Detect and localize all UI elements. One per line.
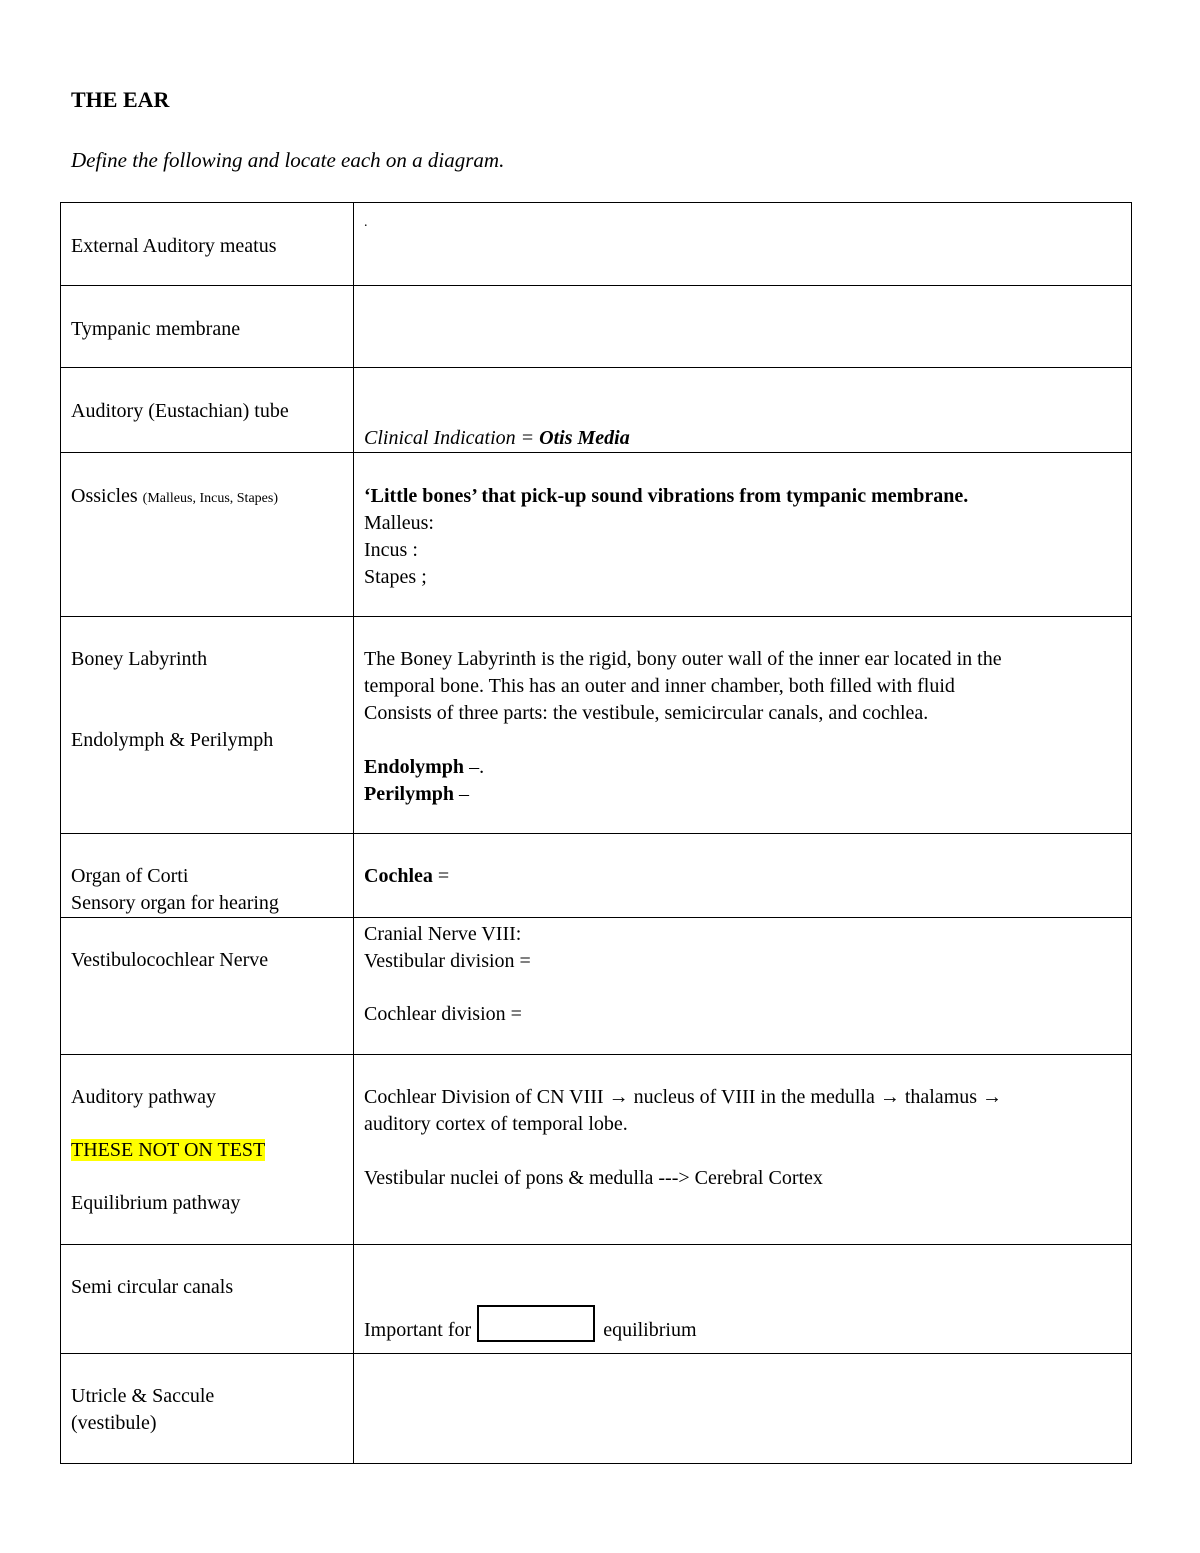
cranial-nerve-line: Cranial Nerve VIII: bbox=[364, 923, 522, 945]
ossicles-heading: ‘Little bones’ that pick-up sound vibrations from tympanic membrane. bbox=[364, 485, 969, 507]
term-tympanic-membrane: Tympanic membrane bbox=[71, 318, 241, 340]
term-equilibrium-pathway: Equilibrium pathway bbox=[71, 1192, 241, 1214]
table-row bbox=[61, 834, 1132, 918]
term-semicircular-canals: Semi circular canals bbox=[71, 1276, 234, 1298]
definition-cell[interactable] bbox=[354, 918, 1132, 1055]
term-cell bbox=[61, 1354, 354, 1464]
ossicle-incus: Incus : bbox=[364, 539, 418, 561]
cochlea-label: Cochlea bbox=[364, 865, 433, 887]
endolymph-entry bbox=[364, 754, 1131, 781]
ossicle-malleus: Malleus: bbox=[364, 512, 434, 534]
definition-cell[interactable] bbox=[354, 453, 1132, 617]
term-organ-of-corti: Organ of Corti bbox=[71, 865, 189, 887]
table-row bbox=[61, 286, 1132, 368]
clinical-indication-label: Clinical Indication = bbox=[364, 427, 535, 449]
table-row bbox=[61, 1245, 1132, 1354]
auditory-pathway-line: auditory cortex of temporal lobe. bbox=[364, 1113, 628, 1135]
endolymph-rest: –. bbox=[464, 756, 485, 778]
perilymph-label: Perilymph bbox=[364, 783, 454, 805]
term-cell bbox=[61, 918, 354, 1055]
definition-cell[interactable] bbox=[354, 1354, 1132, 1464]
table-row bbox=[61, 453, 1132, 617]
term-cell bbox=[61, 617, 354, 834]
term-auditory-pathway: Auditory pathway bbox=[71, 1086, 216, 1108]
page-title: THE EAR bbox=[71, 87, 170, 112]
term-vestibulocochlear-nerve: Vestibulocochlear Nerve bbox=[71, 949, 269, 971]
terms-table bbox=[60, 202, 1132, 1464]
term-ossicles-detail: (Malleus, Incus, Stapes) bbox=[142, 491, 278, 506]
labyrinth-line: temporal bone. This has an outer and inner chamber, both filled with fluid bbox=[364, 675, 955, 697]
definition-cell[interactable] bbox=[354, 1055, 1132, 1245]
term-cell bbox=[61, 203, 354, 286]
table-row bbox=[61, 203, 1132, 286]
cochlear-division-line: Cochlear division = bbox=[364, 1003, 522, 1025]
fill-in-blank-box[interactable] bbox=[477, 1305, 595, 1342]
term-external-auditory-meatus: External Auditory meatus bbox=[71, 235, 277, 257]
instructions: Define the following and locate each on a diagram. bbox=[71, 148, 505, 172]
not-on-test-highlight: THESE NOT ON TEST bbox=[71, 1139, 266, 1161]
labyrinth-line: Consists of three parts: the vestibule, semicircular canals, and cochlea. bbox=[364, 702, 929, 724]
term-endolymph-perilymph: Endolymph & Perilymph bbox=[71, 729, 274, 751]
table-row bbox=[61, 1354, 1132, 1464]
term-ossicles: Ossicles bbox=[71, 485, 138, 507]
definition-cell[interactable] bbox=[354, 1245, 1132, 1354]
semicircular-sentence bbox=[364, 1307, 1131, 1344]
term-corti-description: Sensory organ for hearing bbox=[71, 892, 279, 914]
term-cell bbox=[61, 1055, 354, 1245]
term-boney-labyrinth: Boney Labyrinth bbox=[71, 648, 208, 670]
term-utricle-saccule: Utricle & Saccule bbox=[71, 1385, 215, 1407]
table-row bbox=[61, 368, 1132, 453]
term-cell bbox=[61, 286, 354, 368]
cochlea-rest: = bbox=[432, 865, 450, 887]
term-cell bbox=[61, 368, 354, 453]
semicircular-before-blank: Important for bbox=[364, 1319, 472, 1341]
auditory-pathway-line: Cochlear Division of CN VIII → nucleus of VIII in the medulla → thalamus → bbox=[364, 1086, 1003, 1108]
table-row bbox=[61, 1055, 1132, 1245]
definition-dot: . bbox=[364, 215, 368, 230]
semicircular-after-blank: equilibrium bbox=[603, 1319, 697, 1341]
term-vestibule: (vestibule) bbox=[71, 1412, 157, 1434]
term-auditory-tube: Auditory (Eustachian) tube bbox=[71, 400, 289, 422]
definition-cell[interactable] bbox=[354, 368, 1132, 453]
equilibrium-pathway-line: Vestibular nuclei of pons & medulla ---> Cerebral Cortex bbox=[364, 1167, 823, 1189]
perilymph-entry bbox=[364, 781, 1131, 808]
perilymph-rest: – bbox=[454, 783, 469, 805]
vestibular-division-line: Vestibular division = bbox=[364, 950, 531, 972]
ossicle-stapes: Stapes ; bbox=[364, 566, 427, 588]
cochlea-entry bbox=[364, 863, 1131, 890]
labyrinth-line: The Boney Labyrinth is the rigid, bony outer wall of the inner ear located in the bbox=[364, 648, 1002, 670]
definition-cell[interactable] bbox=[354, 834, 1132, 918]
term-cell bbox=[61, 1245, 354, 1354]
definition-cell[interactable] bbox=[354, 203, 1132, 286]
definition-cell[interactable] bbox=[354, 286, 1132, 368]
clinical-indication bbox=[364, 425, 1131, 452]
term-cell bbox=[61, 453, 354, 617]
table-row bbox=[61, 617, 1132, 834]
table-row bbox=[61, 918, 1132, 1055]
term-cell bbox=[61, 834, 354, 918]
definition-cell[interactable] bbox=[354, 617, 1132, 834]
endolymph-label: Endolymph bbox=[364, 756, 465, 778]
clinical-indication-value: Otis Media bbox=[539, 427, 630, 449]
